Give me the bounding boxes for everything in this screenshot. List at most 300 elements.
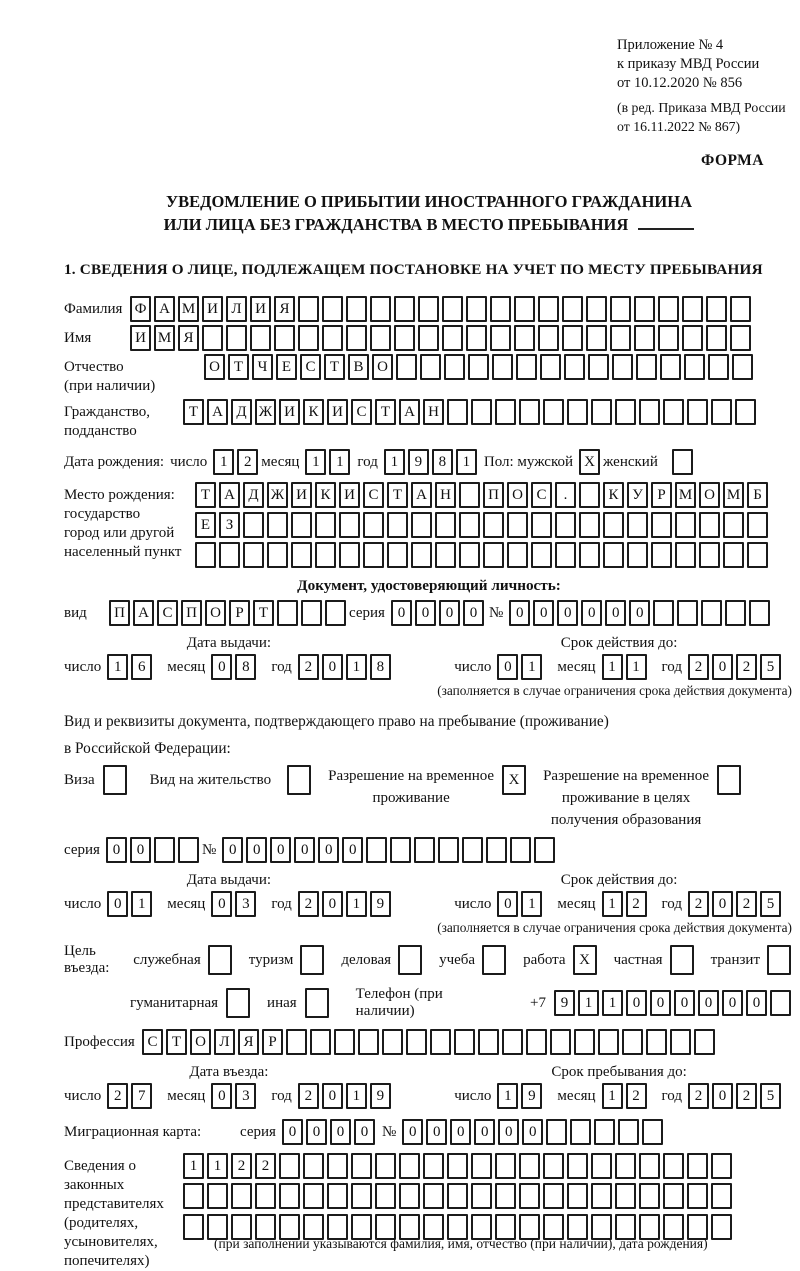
char-cell[interactable]: 0 [626, 990, 647, 1016]
char-cell[interactable]: 2 [626, 891, 647, 917]
char-cell[interactable]: А [133, 600, 154, 626]
char-cell[interactable]: Б [747, 482, 768, 508]
char-cell[interactable] [406, 1029, 427, 1055]
char-cell[interactable]: 0 [497, 654, 518, 680]
char-cell[interactable]: 9 [370, 1083, 391, 1109]
char-cell[interactable]: 7 [131, 1083, 152, 1109]
char-cell[interactable]: . [555, 482, 576, 508]
char-cell[interactable] [646, 1029, 667, 1055]
char-cell[interactable] [706, 325, 727, 351]
char-cell[interactable]: 2 [298, 891, 319, 917]
char-cell[interactable] [442, 325, 463, 351]
char-cell[interactable] [334, 1029, 355, 1055]
char-cell[interactable] [399, 1183, 420, 1209]
char-cell[interactable] [618, 1119, 639, 1145]
char-cell[interactable]: 1 [578, 990, 599, 1016]
char-cell[interactable]: 0 [211, 1083, 232, 1109]
char-cell[interactable]: 0 [474, 1119, 495, 1145]
char-cell[interactable]: С [300, 354, 321, 380]
char-cell[interactable]: 2 [107, 1083, 128, 1109]
char-cell[interactable] [418, 325, 439, 351]
char-cell[interactable] [219, 542, 240, 568]
char-cell[interactable] [202, 325, 223, 351]
char-cell[interactable]: 2 [688, 891, 709, 917]
char-cell[interactable] [531, 542, 552, 568]
char-cell[interactable]: 1 [305, 449, 326, 475]
char-cell[interactable] [660, 354, 681, 380]
char-cell[interactable]: 0 [498, 1119, 519, 1145]
char-cell[interactable]: 1 [626, 654, 647, 680]
char-cell[interactable]: 0 [581, 600, 602, 626]
char-cell[interactable]: 0 [650, 990, 671, 1016]
char-cell[interactable] [639, 1153, 660, 1179]
char-cell[interactable]: 9 [370, 891, 391, 917]
char-cell[interactable]: 0 [605, 600, 626, 626]
char-cell[interactable] [305, 988, 329, 1018]
char-cell[interactable]: 0 [402, 1119, 423, 1145]
char-cell[interactable]: 0 [391, 600, 412, 626]
char-cell[interactable] [390, 837, 411, 863]
char-cell[interactable] [567, 399, 588, 425]
char-cell[interactable]: 1 [213, 449, 234, 475]
char-cell[interactable] [466, 325, 487, 351]
char-cell[interactable] [298, 296, 319, 322]
char-cell[interactable]: 1 [384, 449, 405, 475]
char-cell[interactable] [687, 1183, 708, 1209]
char-cell[interactable] [435, 542, 456, 568]
char-cell[interactable] [735, 399, 756, 425]
char-cell[interactable]: 0 [322, 654, 343, 680]
char-cell[interactable] [207, 1183, 228, 1209]
char-cell[interactable] [730, 296, 751, 322]
char-cell[interactable]: 1 [602, 990, 623, 1016]
char-cell[interactable] [682, 296, 703, 322]
char-cell[interactable] [730, 325, 751, 351]
char-cell[interactable]: Ж [267, 482, 288, 508]
char-cell[interactable] [226, 325, 247, 351]
char-cell[interactable]: Т [375, 399, 396, 425]
char-cell[interactable]: Ч [252, 354, 273, 380]
char-cell[interactable]: 1 [346, 1083, 367, 1109]
char-cell[interactable] [658, 325, 679, 351]
char-cell[interactable] [226, 988, 250, 1018]
char-cell[interactable] [154, 837, 175, 863]
char-cell[interactable]: 0 [712, 1083, 733, 1109]
char-cell[interactable]: Р [229, 600, 250, 626]
char-cell[interactable] [300, 945, 324, 975]
char-cell[interactable]: Ж [255, 399, 276, 425]
char-cell[interactable]: Н [423, 399, 444, 425]
char-cell[interactable] [414, 837, 435, 863]
char-cell[interactable]: 0 [533, 600, 554, 626]
char-cell[interactable] [447, 1153, 468, 1179]
char-cell[interactable] [564, 354, 585, 380]
char-cell[interactable] [492, 354, 513, 380]
char-cell[interactable]: 1 [521, 891, 542, 917]
char-cell[interactable] [447, 1183, 468, 1209]
char-cell[interactable]: 9 [408, 449, 429, 475]
char-cell[interactable] [447, 399, 468, 425]
char-cell[interactable]: 2 [237, 449, 258, 475]
char-cell[interactable] [231, 1183, 252, 1209]
char-cell[interactable] [178, 837, 199, 863]
char-cell[interactable]: С [363, 482, 384, 508]
char-cell[interactable]: Е [276, 354, 297, 380]
char-cell[interactable] [579, 482, 600, 508]
char-cell[interactable] [327, 1183, 348, 1209]
char-cell[interactable] [770, 990, 791, 1016]
char-cell[interactable] [610, 325, 631, 351]
char-cell[interactable]: 0 [629, 600, 650, 626]
char-cell[interactable] [723, 512, 744, 538]
char-cell[interactable]: 0 [282, 1119, 303, 1145]
char-cell[interactable] [663, 399, 684, 425]
char-cell[interactable] [591, 399, 612, 425]
char-cell[interactable]: 0 [330, 1119, 351, 1145]
char-cell[interactable] [303, 1153, 324, 1179]
char-cell[interactable]: 0 [270, 837, 291, 863]
char-cell[interactable]: А [207, 399, 228, 425]
char-cell[interactable] [423, 1183, 444, 1209]
char-cell[interactable] [598, 1029, 619, 1055]
char-cell[interactable]: Ф [130, 296, 151, 322]
char-cell[interactable] [396, 354, 417, 380]
char-cell[interactable] [255, 1183, 276, 1209]
char-cell[interactable]: 2 [231, 1153, 252, 1179]
char-cell[interactable] [444, 354, 465, 380]
char-cell[interactable] [510, 837, 531, 863]
char-cell[interactable]: 1 [207, 1153, 228, 1179]
char-cell[interactable]: 2 [626, 1083, 647, 1109]
char-cell[interactable] [279, 1153, 300, 1179]
char-cell[interactable]: 0 [107, 891, 128, 917]
char-cell[interactable] [375, 1183, 396, 1209]
char-cell[interactable] [543, 399, 564, 425]
char-cell[interactable] [243, 542, 264, 568]
char-cell[interactable]: 1 [183, 1153, 204, 1179]
char-cell[interactable] [526, 1029, 547, 1055]
char-cell[interactable]: 0 [415, 600, 436, 626]
char-cell[interactable] [382, 1029, 403, 1055]
char-cell[interactable]: 0 [322, 1083, 343, 1109]
char-cell[interactable]: Т [195, 482, 216, 508]
char-cell[interactable] [277, 600, 298, 626]
char-cell[interactable] [579, 512, 600, 538]
char-cell[interactable]: 2 [688, 654, 709, 680]
char-cell[interactable]: М [675, 482, 696, 508]
char-cell[interactable] [684, 354, 705, 380]
char-cell[interactable] [586, 325, 607, 351]
char-cell[interactable] [591, 1183, 612, 1209]
char-cell[interactable] [615, 1153, 636, 1179]
char-cell[interactable] [519, 1183, 540, 1209]
char-cell[interactable] [466, 296, 487, 322]
char-cell[interactable]: 2 [298, 654, 319, 680]
char-cell[interactable] [670, 1029, 691, 1055]
char-cell[interactable] [507, 542, 528, 568]
char-cell[interactable] [562, 325, 583, 351]
char-cell[interactable]: О [507, 482, 528, 508]
char-cell[interactable] [711, 1214, 732, 1240]
char-cell[interactable] [394, 325, 415, 351]
char-cell[interactable] [286, 1029, 307, 1055]
char-cell[interactable] [279, 1183, 300, 1209]
char-cell[interactable] [375, 1153, 396, 1179]
char-cell[interactable]: И [250, 296, 271, 322]
char-cell[interactable] [612, 354, 633, 380]
char-cell[interactable] [468, 354, 489, 380]
char-cell[interactable]: 2 [736, 1083, 757, 1109]
char-cell[interactable] [351, 1183, 372, 1209]
char-cell[interactable] [579, 542, 600, 568]
char-cell[interactable] [711, 1153, 732, 1179]
char-cell[interactable] [399, 1153, 420, 1179]
char-cell[interactable]: 1 [329, 449, 350, 475]
char-cell[interactable] [370, 296, 391, 322]
char-cell[interactable]: 1 [602, 891, 623, 917]
char-cell[interactable]: Т [228, 354, 249, 380]
char-cell[interactable]: X [573, 945, 597, 975]
char-cell[interactable]: 0 [322, 891, 343, 917]
char-cell[interactable] [420, 354, 441, 380]
char-cell[interactable] [267, 542, 288, 568]
char-cell[interactable]: С [142, 1029, 163, 1055]
char-cell[interactable] [208, 945, 232, 975]
char-cell[interactable] [610, 296, 631, 322]
char-cell[interactable] [663, 1153, 684, 1179]
char-cell[interactable] [567, 1183, 588, 1209]
char-cell[interactable] [615, 399, 636, 425]
char-cell[interactable]: М [154, 325, 175, 351]
char-cell[interactable]: 0 [354, 1119, 375, 1145]
char-cell[interactable] [588, 354, 609, 380]
char-cell[interactable]: Т [324, 354, 345, 380]
char-cell[interactable]: 0 [306, 1119, 327, 1145]
char-cell[interactable]: 5 [760, 891, 781, 917]
char-cell[interactable] [699, 512, 720, 538]
char-cell[interactable]: Р [651, 482, 672, 508]
char-cell[interactable] [550, 1029, 571, 1055]
char-cell[interactable] [315, 512, 336, 538]
char-cell[interactable]: 2 [255, 1153, 276, 1179]
char-cell[interactable] [732, 354, 753, 380]
char-cell[interactable]: Р [262, 1029, 283, 1055]
char-cell[interactable] [653, 600, 674, 626]
char-cell[interactable] [483, 542, 504, 568]
char-cell[interactable]: К [303, 399, 324, 425]
char-cell[interactable] [567, 1153, 588, 1179]
char-cell[interactable]: Л [226, 296, 247, 322]
char-cell[interactable] [411, 512, 432, 538]
char-cell[interactable]: С [157, 600, 178, 626]
char-cell[interactable]: 0 [211, 891, 232, 917]
char-cell[interactable]: Н [435, 482, 456, 508]
char-cell[interactable]: Д [231, 399, 252, 425]
char-cell[interactable]: 0 [712, 891, 733, 917]
char-cell[interactable]: 0 [246, 837, 267, 863]
char-cell[interactable] [454, 1029, 475, 1055]
char-cell[interactable]: М [178, 296, 199, 322]
char-cell[interactable] [471, 1183, 492, 1209]
char-cell[interactable] [250, 325, 271, 351]
char-cell[interactable] [767, 945, 791, 975]
char-cell[interactable] [351, 1153, 372, 1179]
char-cell[interactable] [639, 1183, 660, 1209]
char-cell[interactable] [725, 600, 746, 626]
char-cell[interactable]: 3 [235, 891, 256, 917]
char-cell[interactable] [570, 1119, 591, 1145]
char-cell[interactable] [627, 542, 648, 568]
char-cell[interactable] [514, 325, 535, 351]
char-cell[interactable]: 0 [106, 837, 127, 863]
char-cell[interactable] [658, 296, 679, 322]
char-cell[interactable]: 0 [463, 600, 484, 626]
char-cell[interactable] [490, 296, 511, 322]
char-cell[interactable] [642, 1119, 663, 1145]
char-cell[interactable]: 1 [107, 654, 128, 680]
char-cell[interactable] [486, 837, 507, 863]
char-cell[interactable] [651, 542, 672, 568]
char-cell[interactable]: 8 [432, 449, 453, 475]
char-cell[interactable] [562, 296, 583, 322]
char-cell[interactable]: 9 [554, 990, 575, 1016]
char-cell[interactable]: X [502, 765, 526, 795]
char-cell[interactable]: X [579, 449, 600, 475]
char-cell[interactable]: 0 [450, 1119, 471, 1145]
char-cell[interactable] [363, 512, 384, 538]
char-cell[interactable]: И [327, 399, 348, 425]
char-cell[interactable] [514, 296, 535, 322]
char-cell[interactable]: 0 [342, 837, 363, 863]
char-cell[interactable]: Я [178, 325, 199, 351]
char-cell[interactable]: К [315, 482, 336, 508]
char-cell[interactable] [387, 512, 408, 538]
char-cell[interactable] [394, 296, 415, 322]
char-cell[interactable] [603, 542, 624, 568]
char-cell[interactable] [363, 542, 384, 568]
char-cell[interactable] [291, 512, 312, 538]
char-cell[interactable] [574, 1029, 595, 1055]
char-cell[interactable]: 0 [439, 600, 460, 626]
char-cell[interactable]: О [204, 354, 225, 380]
char-cell[interactable]: О [372, 354, 393, 380]
char-cell[interactable]: 2 [298, 1083, 319, 1109]
char-cell[interactable]: 1 [602, 1083, 623, 1109]
char-cell[interactable]: 0 [557, 600, 578, 626]
char-cell[interactable] [366, 837, 387, 863]
char-cell[interactable] [430, 1029, 451, 1055]
char-cell[interactable]: Е [195, 512, 216, 538]
char-cell[interactable]: И [130, 325, 151, 351]
char-cell[interactable] [540, 354, 561, 380]
char-cell[interactable] [346, 325, 367, 351]
char-cell[interactable] [315, 542, 336, 568]
char-cell[interactable]: П [109, 600, 130, 626]
char-cell[interactable] [483, 512, 504, 538]
char-cell[interactable] [274, 325, 295, 351]
char-cell[interactable]: 0 [497, 891, 518, 917]
char-cell[interactable] [747, 512, 768, 538]
char-cell[interactable] [516, 354, 537, 380]
char-cell[interactable]: Я [238, 1029, 259, 1055]
char-cell[interactable] [438, 837, 459, 863]
char-cell[interactable]: С [351, 399, 372, 425]
char-cell[interactable] [622, 1029, 643, 1055]
char-cell[interactable]: П [483, 482, 504, 508]
char-cell[interactable] [670, 945, 694, 975]
char-cell[interactable] [687, 1153, 708, 1179]
char-cell[interactable]: 3 [235, 1083, 256, 1109]
char-cell[interactable] [749, 600, 770, 626]
char-cell[interactable] [370, 325, 391, 351]
char-cell[interactable]: 1 [602, 654, 623, 680]
char-cell[interactable]: 0 [722, 990, 743, 1016]
char-cell[interactable] [711, 399, 732, 425]
char-cell[interactable] [555, 512, 576, 538]
char-cell[interactable] [490, 325, 511, 351]
char-cell[interactable] [543, 1153, 564, 1179]
char-cell[interactable]: И [339, 482, 360, 508]
char-cell[interactable] [462, 837, 483, 863]
char-cell[interactable] [538, 296, 559, 322]
char-cell[interactable] [322, 296, 343, 322]
char-cell[interactable] [358, 1029, 379, 1055]
char-cell[interactable]: К [603, 482, 624, 508]
char-cell[interactable] [531, 512, 552, 538]
char-cell[interactable] [672, 449, 693, 475]
char-cell[interactable] [423, 1153, 444, 1179]
char-cell[interactable]: 6 [131, 654, 152, 680]
char-cell[interactable]: О [205, 600, 226, 626]
char-cell[interactable]: 0 [130, 837, 151, 863]
char-cell[interactable] [747, 542, 768, 568]
char-cell[interactable]: А [399, 399, 420, 425]
char-cell[interactable] [298, 325, 319, 351]
char-cell[interactable]: 0 [674, 990, 695, 1016]
char-cell[interactable] [636, 354, 657, 380]
char-cell[interactable] [435, 512, 456, 538]
char-cell[interactable]: 2 [736, 891, 757, 917]
char-cell[interactable] [706, 296, 727, 322]
char-cell[interactable] [694, 1029, 715, 1055]
char-cell[interactable] [495, 399, 516, 425]
char-cell[interactable] [471, 1153, 492, 1179]
char-cell[interactable]: 0 [746, 990, 767, 1016]
char-cell[interactable]: А [154, 296, 175, 322]
char-cell[interactable] [639, 399, 660, 425]
char-cell[interactable] [303, 1183, 324, 1209]
char-cell[interactable] [339, 542, 360, 568]
char-cell[interactable] [183, 1214, 204, 1240]
char-cell[interactable] [387, 542, 408, 568]
char-cell[interactable]: 8 [235, 654, 256, 680]
char-cell[interactable] [398, 945, 422, 975]
char-cell[interactable] [682, 325, 703, 351]
char-cell[interactable]: Т [253, 600, 274, 626]
char-cell[interactable]: 0 [698, 990, 719, 1016]
char-cell[interactable]: 1 [346, 891, 367, 917]
char-cell[interactable] [418, 296, 439, 322]
char-cell[interactable]: С [531, 482, 552, 508]
char-cell[interactable] [519, 399, 540, 425]
char-cell[interactable] [591, 1153, 612, 1179]
char-cell[interactable]: 0 [426, 1119, 447, 1145]
char-cell[interactable] [677, 600, 698, 626]
char-cell[interactable] [339, 512, 360, 538]
char-cell[interactable]: М [723, 482, 744, 508]
char-cell[interactable] [634, 325, 655, 351]
char-cell[interactable]: 1 [131, 891, 152, 917]
